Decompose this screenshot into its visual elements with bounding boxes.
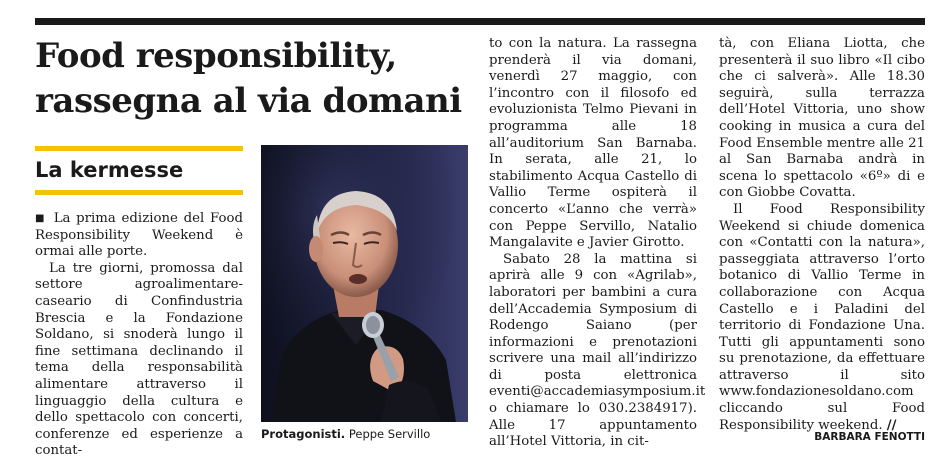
top-rule — [35, 18, 925, 25]
kicker-bar-top — [35, 146, 243, 151]
headline-line-2: rassegna al via domani — [35, 81, 462, 121]
end-mark: // — [886, 417, 897, 433]
article-column-1 — [35, 211, 243, 460]
headline — [35, 34, 465, 124]
photo-caption — [261, 427, 476, 442]
article-paragraph: ■ La prima edizione del Food Responsibility Weekend è ormai alle porte. — [35, 211, 243, 260]
kicker-bar-bottom — [35, 190, 243, 195]
kicker: La kermesse — [35, 158, 184, 182]
caption-text: Peppe Servillo — [345, 427, 431, 441]
article-paragraph: Sabato 28 la mattina si aprirà alle 9 con «Agrilab», laboratori per bambini a cura dell’Accademia Symposium di Rodengo Saiano (per informazioni e prenotazioni scrivere una mail all’indirizzo di posta elettronica eventi@accademiasymposium.it o chiamare lo 030.2384917). Alle 17 appuntamento all’Hotel Vittoria, in cit- — [489, 251, 706, 450]
article-paragraph: La tre giorni, promossa dal settore agroalimentare-caseario di Confindustria Brescia e la Fondazione Soldano, si snoderà lungo il fine settimana declinando il tema della responsabilità alimentare attraverso il linguaggio della cultura e dello spettacolo con concerti, conferenze ed esperienze a contat- — [35, 260, 243, 459]
headline-line-1: Food responsibility, — [35, 36, 397, 76]
square-bullet-icon: ■ — [35, 213, 46, 224]
byline: BARBARA FENOTTI — [814, 431, 925, 443]
article-paragraph: tà, con Eliana Liotta, che presenterà il suo libro «Il cibo che ci salverà». Alle 18.30 seguirà, sulla terrazza dell’Hotel Vittoria, uno show cooking in musica a cura del Food Ensemble mentre alle 21 al San Barnaba andrà in scena lo spettacolo «6º» di e con Giobbe Covatta. — [719, 36, 925, 201]
photo — [261, 145, 468, 422]
article-column-3 — [719, 36, 925, 434]
article-paragraph: Il Food Responsibility Weekend si chiude domenica con «Contatti con la natura», passeggiata attraverso l’orto botanico di Vallio Terme in collaborazione con Acqua Castello e i Paladini del territorio di Fondazione Una. Tutti gli appuntamenti sono su prenotazione, da effettuare attraverso il sito www.fondazionesoldano.com cliccando sul Food Responsibility weekend. // — [719, 201, 925, 433]
photo-singer-with-microphone-icon — [261, 145, 468, 422]
caption-label: Protagonisti. — [261, 427, 346, 441]
article-column-2 — [489, 36, 706, 451]
article-paragraph: to con la natura. La rassegna prenderà il via domani, venerdì 27 maggio, con l’incontro con il filosofo ed evoluzionista Telmo Pievani in programma alle 18 all’auditorium San Barnaba. In serata, alle 21, lo stabilimento Acqua Castello di Vallio Terme ospiterà il concerto «L’anno che verrà» con Peppe Servillo, Natalio Mangalavite e Javier Girotto. — [489, 36, 697, 251]
